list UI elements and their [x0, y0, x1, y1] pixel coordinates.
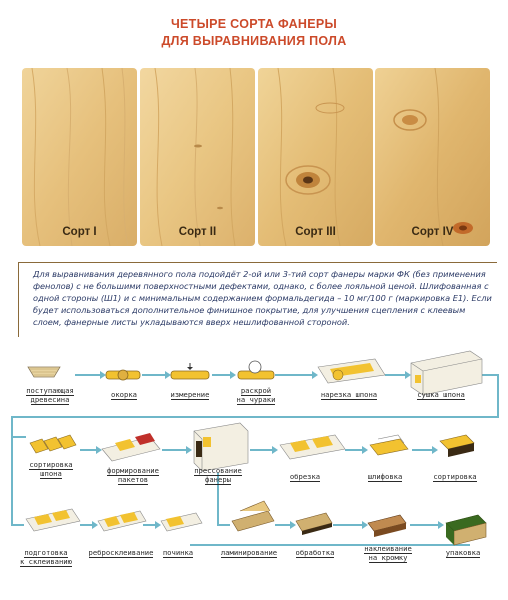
- sorting-stack-icon: [440, 435, 474, 457]
- edge-banding-icon: [368, 515, 406, 537]
- label-lamination: ламинирование: [220, 548, 278, 557]
- sanding-icon: [370, 435, 408, 455]
- veneer-cutting-icon: [318, 359, 385, 383]
- description-text: Для выравнивания деревянного пола подойдёт 2-ой или 3-тий сорт фанеры марки ФК (без применения фенолов) с не большими поверхностными дефектами, однако, с более лояльной ценой. Шлифованная с одной стороны (Ш1) и с минимальным содержанием формальдегида – 10 мг/100 г (маркировка Е1). Если будет использоваться дополнительное финишное покрытие, для улучшения сцепления с клеевым слоем, фанерные листы укладываются вверх нешлифованной стороной.: [33, 269, 492, 328]
- wood-texture-2: [140, 68, 255, 246]
- label-package-forming: формирование пакетов: [107, 466, 159, 484]
- label-processing: обработка: [295, 548, 335, 557]
- label-veneer-drying: сушка шпона: [417, 390, 465, 399]
- repair-icon: [161, 513, 202, 531]
- label-sanding: шлифовка: [367, 472, 403, 481]
- plywood-press-icon: [194, 423, 248, 471]
- grade-label-4: Сорт IV: [411, 226, 454, 238]
- label-incoming-wood: поступающая древесина: [26, 386, 74, 404]
- label-edge-banding: наклеивание на кромку: [364, 544, 412, 562]
- page-title-line2: ДЛЯ ВЫРАВНИВАНИЯ ПОЛА: [161, 34, 347, 48]
- label-gluing-prep: подготовка к склеиванию: [20, 548, 72, 566]
- label-trimming: обрезка: [289, 472, 321, 481]
- label-measuring: измерение: [170, 390, 210, 399]
- grade-panel-1: [22, 68, 137, 246]
- veneer-sorting-icon: [30, 435, 76, 453]
- label-repair: починка: [162, 548, 194, 557]
- label-debarking: окорка: [111, 390, 137, 399]
- processing-icon: [296, 513, 332, 535]
- label-cutting: раскрой на чураки: [236, 386, 276, 404]
- grade-panel-2: [140, 68, 255, 246]
- lamination-icon: [232, 501, 274, 531]
- packaging-icon: [446, 515, 486, 545]
- log-stack-icon: [28, 367, 60, 377]
- gluing-prep-icon: [26, 509, 80, 531]
- label-final-sorting: сортировка: [433, 472, 477, 481]
- measuring-icon: [171, 363, 209, 379]
- grade-panel-4: [375, 68, 490, 246]
- label-edge-gluing: ребросклеивание: [88, 548, 154, 557]
- trimming-icon: [280, 435, 345, 459]
- description-top-rule: [19, 262, 497, 263]
- description-box: [18, 262, 497, 337]
- edge-gluing-icon: [98, 511, 146, 531]
- page-title-line1: ЧЕТЫРЕ СОРТА ФАНЕРЫ: [170, 17, 338, 31]
- grade-panel-3: [258, 68, 373, 246]
- wood-texture-4: [375, 68, 490, 246]
- wood-texture-1: [22, 68, 137, 246]
- debarking-icon: [106, 370, 140, 380]
- wood-texture-3: [258, 68, 373, 246]
- grade-label-1: Сорт I: [62, 226, 97, 238]
- label-veneer-sorting: сортировка шпона: [29, 460, 73, 478]
- veneer-drying-icon: [411, 351, 482, 395]
- label-plywood-pressing: прессование фанеры: [194, 466, 242, 484]
- package-forming-icon: [102, 433, 160, 461]
- label-veneer-cutting: нарезка шпона: [320, 390, 378, 399]
- label-packaging: упаковка: [445, 548, 481, 557]
- cutting-icon: [238, 361, 274, 379]
- grade-label-3: Сорт III: [295, 226, 336, 238]
- grade-label-2: Сорт II: [178, 226, 217, 238]
